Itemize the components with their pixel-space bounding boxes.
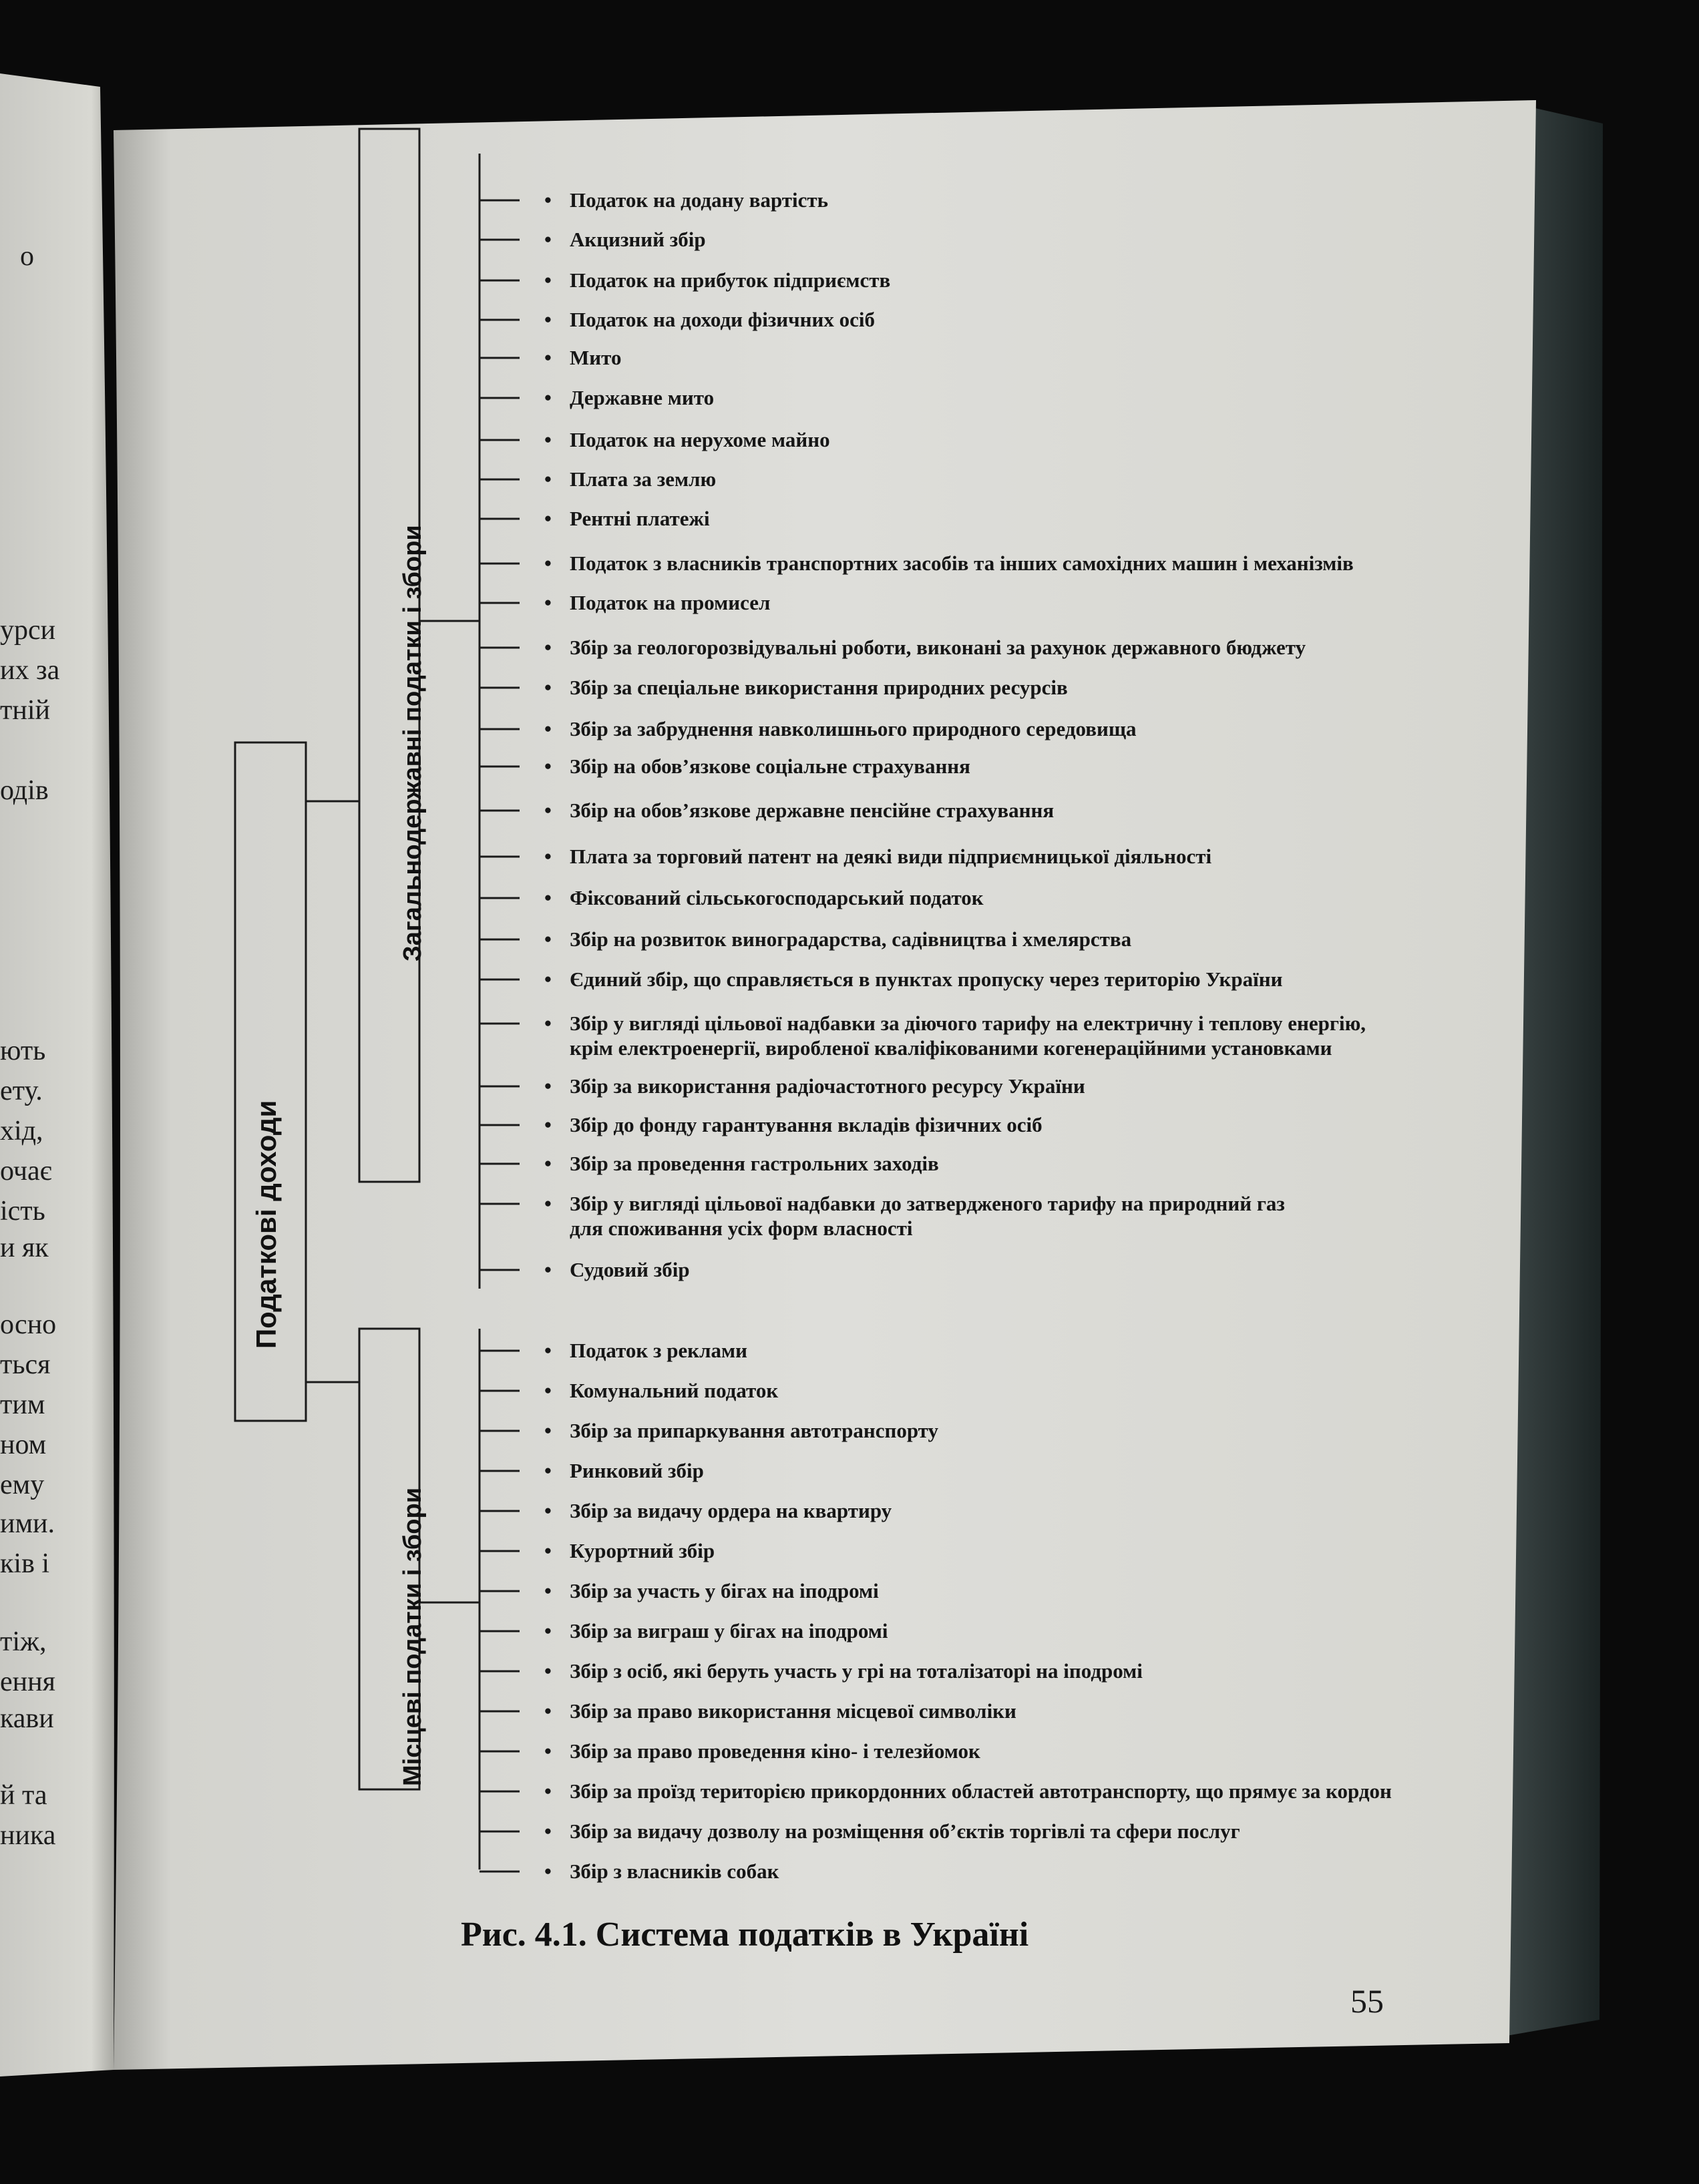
national-label: Судовий збір <box>570 1258 690 1281</box>
left-page-fragment: их за <box>0 655 60 686</box>
local-label: Збір за право використання місцевої символіки <box>570 1699 1016 1723</box>
left-page-fragment: осно <box>0 1309 57 1340</box>
national-item <box>544 717 1137 741</box>
bullet: • <box>544 1152 552 1175</box>
local-item <box>544 1499 892 1523</box>
left-page-fragment: ету. <box>0 1076 43 1106</box>
left-page-fragment: ість <box>0 1196 45 1227</box>
bullet: • <box>544 1113 552 1136</box>
national-label: Збір за спеціальне використання природних ресурсів <box>570 676 1068 699</box>
national-item <box>544 1036 1332 1060</box>
left-page-fragment: тній <box>0 695 50 726</box>
local-label: Збір з власників собак <box>570 1860 779 1883</box>
national-item <box>544 467 716 491</box>
national-item <box>544 228 706 252</box>
left-page-fragment: о <box>20 241 34 272</box>
local-item <box>544 1739 980 1763</box>
national-item <box>544 1192 1285 1216</box>
national-label: Акцизний збір <box>570 228 706 251</box>
bullet: • <box>544 428 552 451</box>
national-label: Фіксований сільськогосподарський податок <box>570 886 984 909</box>
local-label: Ринковий збір <box>570 1459 704 1482</box>
national-label: для споживання усіх форм власності <box>570 1217 913 1240</box>
local-label: Збір за видачу дозволу на розміщення об’єктів торгівлі та сфери послуг <box>570 1819 1240 1843</box>
local-item <box>544 1819 1240 1843</box>
national-label: Збір у вигляді цільової надбавки за діючого тарифу на електричну і теплову енергію, <box>570 1012 1366 1035</box>
bullet: • <box>544 1779 552 1803</box>
local-item <box>544 1619 888 1643</box>
bullet: • <box>544 1258 552 1281</box>
bullet: • <box>544 1459 552 1482</box>
left-page-fragment: ення <box>0 1667 55 1697</box>
local-item <box>544 1419 938 1443</box>
local-item <box>544 1539 715 1563</box>
national-label: Податок на доходи фізичних осіб <box>570 308 875 331</box>
national-item <box>544 591 770 615</box>
national-item <box>544 636 1306 660</box>
bullet: • <box>544 1739 552 1763</box>
local-label: Збір за припаркування автотранспорту <box>570 1419 939 1442</box>
national-label: Збір за використання радіочастотного ресурсу України <box>570 1074 1085 1098</box>
bullet: • <box>544 799 552 822</box>
left-page-fragment: ему <box>0 1470 45 1500</box>
national-item <box>544 845 1211 869</box>
local-label: Курортний збір <box>570 1539 715 1562</box>
national-item <box>544 308 875 332</box>
national-label: Збір за геологорозвідувальні роботи, виконані за рахунок державного бюджету <box>570 636 1306 659</box>
national-item <box>544 676 1068 700</box>
national-label: Мито <box>570 346 622 369</box>
national-item <box>544 799 1054 823</box>
bullet: • <box>544 188 552 212</box>
national-group-label: Загальнодержавні податки і збори <box>399 525 427 961</box>
national-item <box>544 188 828 212</box>
bullet: • <box>544 1539 552 1562</box>
national-label: Податок на промисел <box>570 591 771 614</box>
left-page-fragment: ків і <box>0 1548 50 1579</box>
national-label: Плата за землю <box>570 467 717 491</box>
national-label: Збір на розвиток виноградарства, садівництва і хмелярства <box>570 927 1132 951</box>
local-label: Збір за виграш у бігах на іподромі <box>570 1619 888 1643</box>
national-item <box>544 1258 690 1282</box>
national-label: Податок на прибуток підприємств <box>570 268 891 292</box>
local-group-label: Місцеві податки і збори <box>399 1487 427 1786</box>
local-item <box>544 1579 879 1603</box>
left-page-fragment: урси <box>0 615 56 646</box>
bullet: • <box>544 346 552 369</box>
national-label: крім електроенергії, виробленої кваліфікованими когенераційними установками <box>570 1036 1332 1060</box>
bullet: • <box>544 386 552 409</box>
bullet: • <box>544 1379 552 1402</box>
root-label: Податкові доходи <box>250 1100 282 1349</box>
national-item <box>544 1152 939 1176</box>
left-page-fragment: одів <box>0 775 49 806</box>
left-page-fragment: очає <box>0 1156 52 1186</box>
bullet: • <box>544 927 552 951</box>
national-label: Збір за забруднення навколишнього природного середовища <box>570 717 1137 740</box>
national-item <box>544 386 714 410</box>
left-page-fragment: ном <box>0 1430 47 1460</box>
national-item <box>544 346 621 370</box>
bullet: • <box>544 268 552 292</box>
national-item <box>544 428 830 452</box>
bullet: • <box>544 228 552 251</box>
national-label: Єдиний збір, що справляється в пунктах пропуску через територію України <box>570 967 1283 991</box>
national-item <box>544 1113 1043 1137</box>
national-label: Податок на нерухоме майно <box>570 428 830 451</box>
local-item <box>544 1459 704 1483</box>
bullet: • <box>544 1659 552 1683</box>
local-label: Збір з осіб, які беруть участь у грі на тоталізаторі на іподромі <box>570 1659 1143 1683</box>
bullet: • <box>544 1579 552 1602</box>
national-label: Податок з власників транспортних засобів та інших самохідних машин і механізмів <box>570 552 1354 575</box>
national-item <box>544 927 1131 951</box>
bullet: • <box>544 1819 552 1843</box>
bullet: • <box>544 308 552 331</box>
local-label: Податок з реклами <box>570 1339 747 1362</box>
national-item <box>544 268 890 292</box>
national-item <box>544 1012 1366 1036</box>
bullet: • <box>544 1699 552 1723</box>
bullet: • <box>544 886 552 909</box>
bullet: • <box>544 967 552 991</box>
bullet: • <box>544 1192 552 1215</box>
bullet: • <box>544 1012 552 1035</box>
local-label: Збір за проїзд територією прикордонних областей автотранспорту, що прямує за кордон <box>570 1779 1392 1803</box>
national-label: Плата за торговий патент на деякі види підприємницької діяльності <box>570 845 1212 868</box>
bullet: • <box>544 1419 552 1442</box>
bullet: • <box>544 754 552 778</box>
left-page-fragment: ника <box>0 1820 56 1851</box>
bullet: • <box>544 507 552 530</box>
local-label: Збір за право проведення кіно- і телезйомок <box>570 1739 980 1763</box>
national-item <box>544 967 1282 992</box>
national-item <box>544 507 710 531</box>
bullet: • <box>544 1860 552 1883</box>
national-item <box>544 552 1354 576</box>
national-item <box>544 886 984 910</box>
national-item <box>544 1217 912 1241</box>
national-label: Збір до фонду гарантування вкладів фізичних осіб <box>570 1113 1043 1136</box>
national-label: Рентні платежі <box>570 507 710 530</box>
national-label: Збір на обов’язкове державне пенсійне страхування <box>570 799 1055 822</box>
bullet: • <box>544 1074 552 1098</box>
national-label: Збір у вигляді цільової надбавки до затвердженого тарифу на природний газ <box>570 1192 1285 1215</box>
national-label: Державне мито <box>570 386 715 409</box>
left-page-fragment: кави <box>0 1703 54 1734</box>
national-item <box>544 1074 1085 1098</box>
bullet: • <box>544 717 552 740</box>
left-page-fragment: тіж, <box>0 1626 47 1657</box>
left-page-fragment: ють <box>0 1036 46 1066</box>
left-page-fragment: ими. <box>0 1508 55 1539</box>
left-page-fragment: тим <box>0 1389 45 1420</box>
national-item <box>544 754 970 779</box>
bullet: • <box>544 591 552 614</box>
national-label: Збір за проведення гастрольних заходів <box>570 1152 939 1175</box>
national-label: Податок на додану вартість <box>570 188 829 212</box>
left-page-fragment: й та <box>0 1780 47 1811</box>
local-item <box>544 1779 1392 1803</box>
page-number: 55 <box>1350 1982 1384 2020</box>
left-page-fragment: хід, <box>0 1116 43 1146</box>
local-label: Збір за участь у бігах на іподромі <box>570 1579 879 1602</box>
bullet: • <box>544 636 552 659</box>
bullet: • <box>544 676 552 699</box>
local-label: Збір за видачу ордера на квартиру <box>570 1499 892 1522</box>
bullet: • <box>544 467 552 491</box>
left-page-fragment: и як <box>0 1233 49 1263</box>
left-page-fragment: ться <box>0 1349 51 1380</box>
local-label: Комунальний податок <box>570 1379 779 1402</box>
bullet: • <box>544 845 552 868</box>
bullet: • <box>544 1339 552 1362</box>
local-item <box>544 1379 778 1403</box>
figure-caption: Рис. 4.1. Система податків в Україні <box>461 1916 1029 1954</box>
local-item <box>544 1699 1016 1723</box>
local-item <box>544 1860 779 1884</box>
bullet: • <box>544 1499 552 1522</box>
bullet: • <box>544 552 552 575</box>
national-label: Збір на обов’язкове соціальне страхування <box>570 754 970 778</box>
local-item <box>544 1339 747 1363</box>
bullet: • <box>544 1619 552 1643</box>
local-item <box>544 1659 1143 1683</box>
